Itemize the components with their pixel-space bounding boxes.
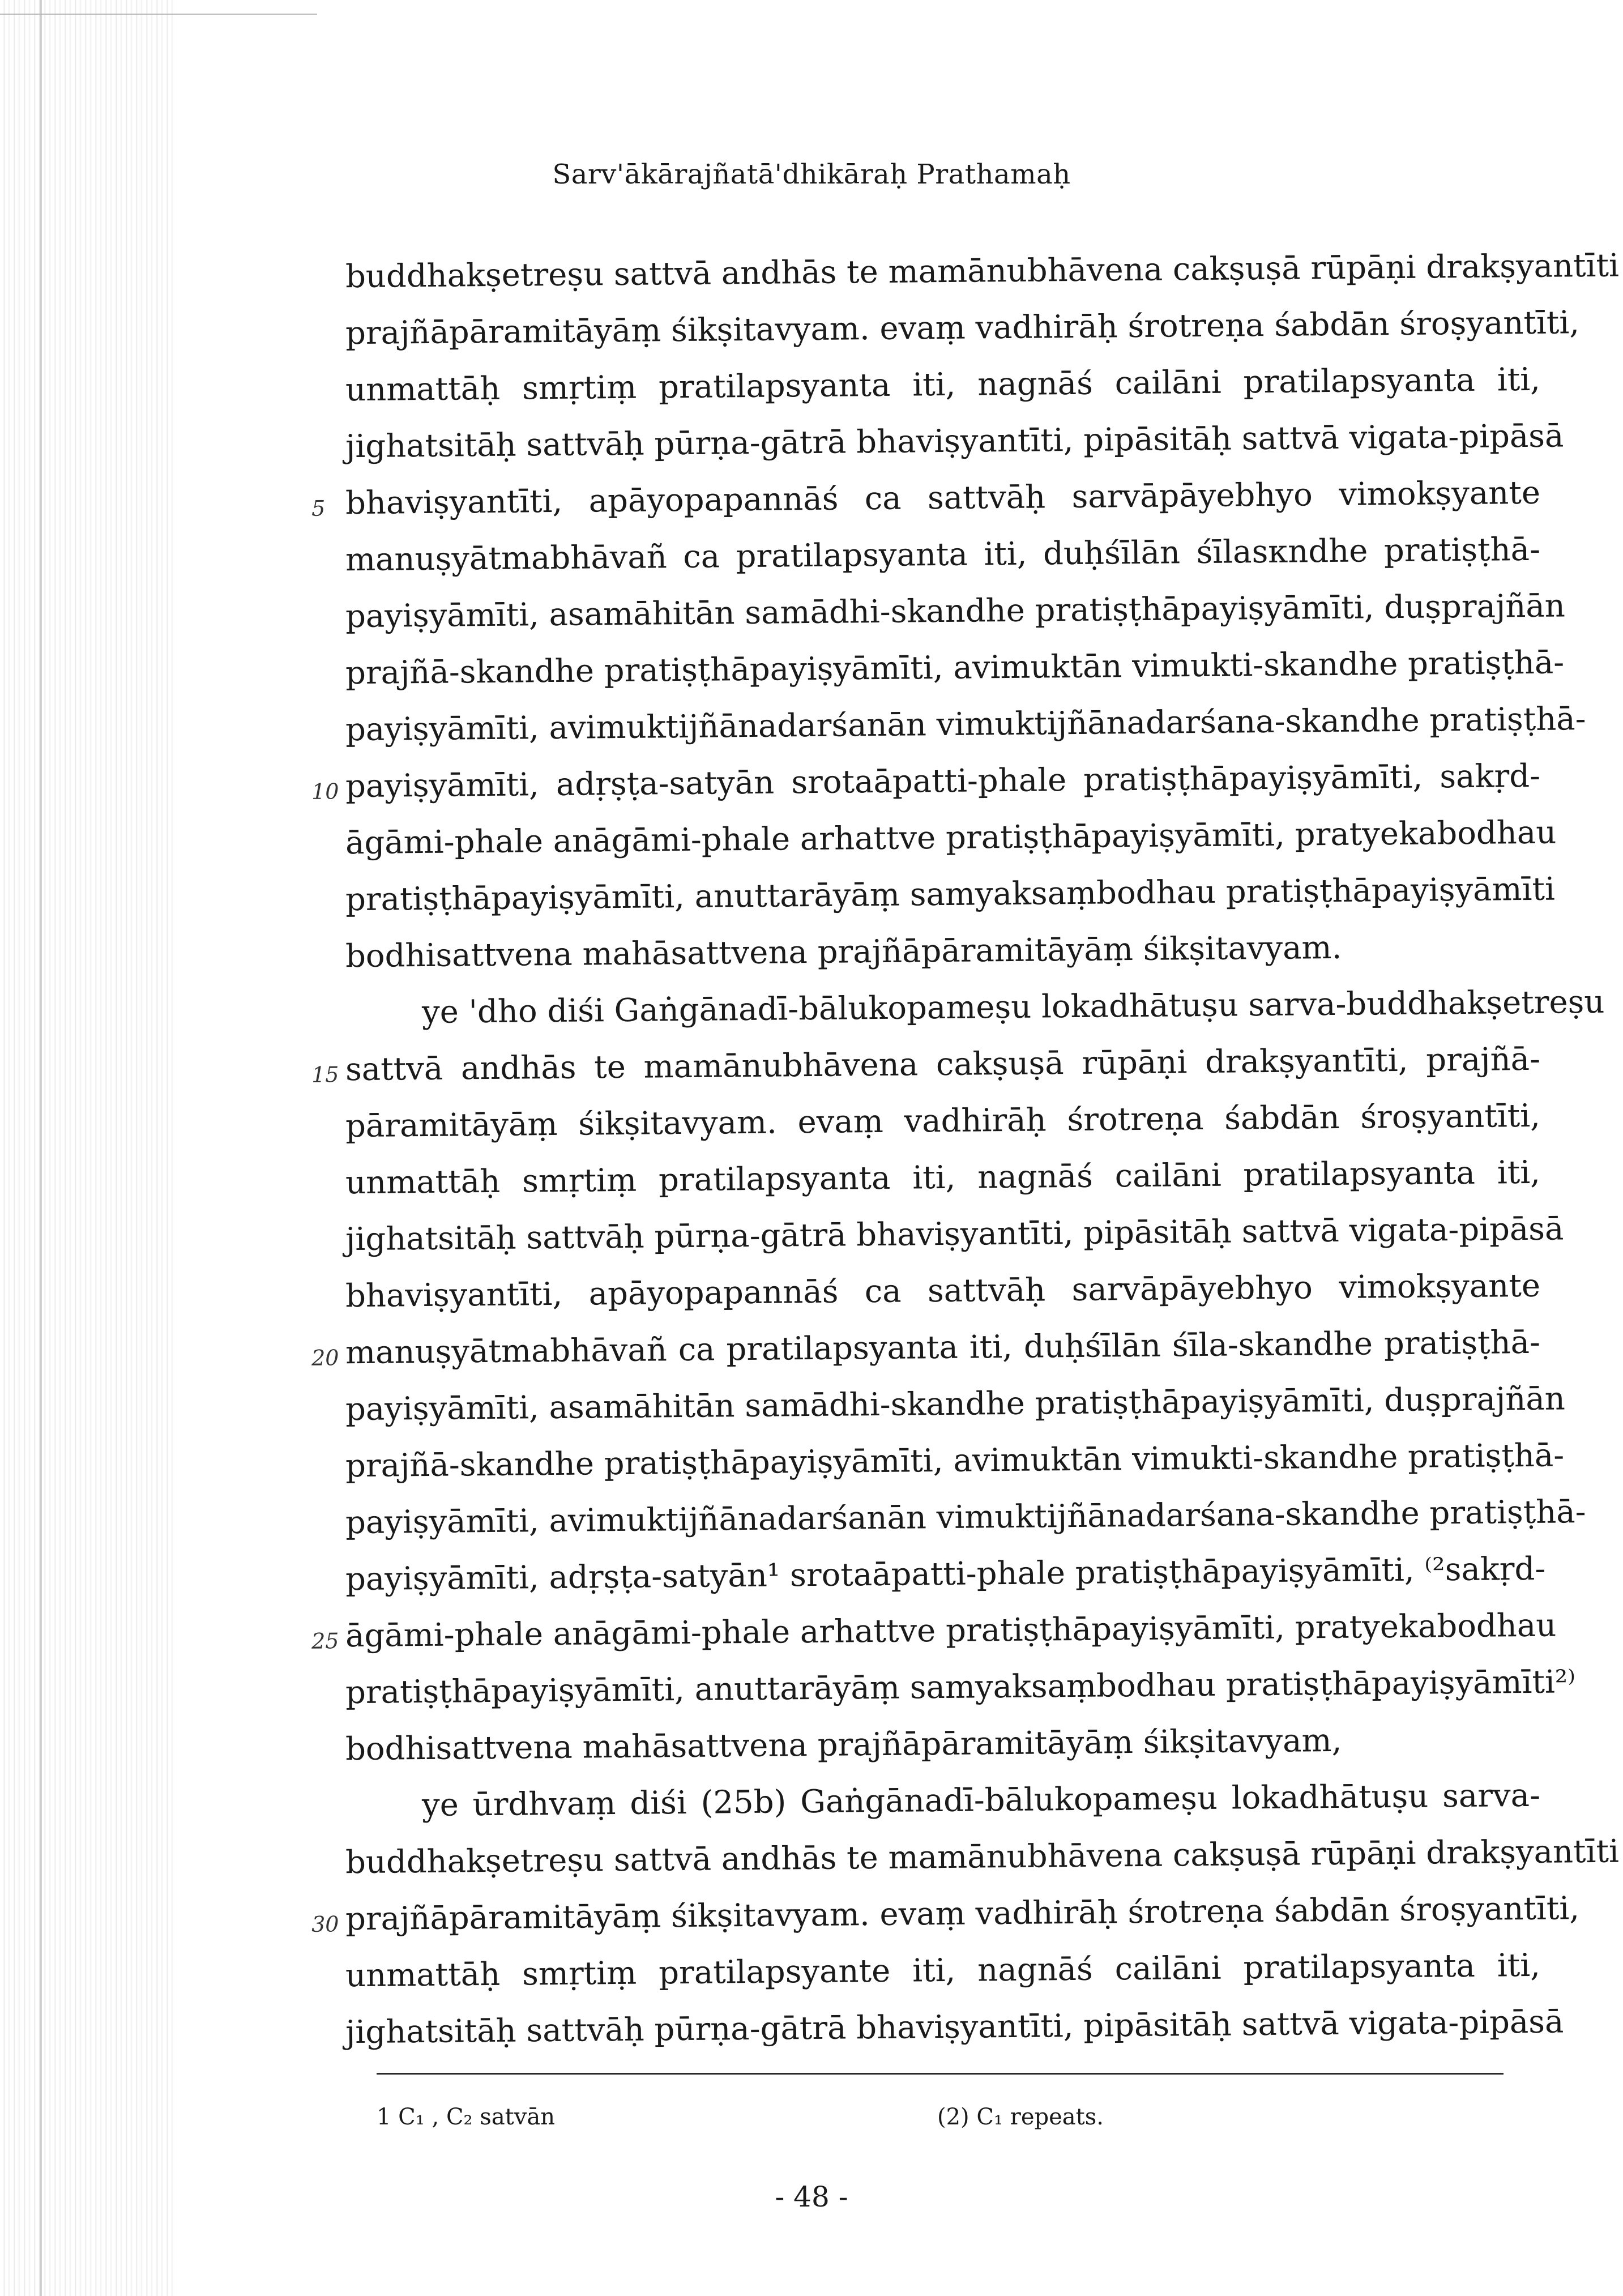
- line-number: 5: [311, 496, 326, 521]
- line-text: unmattāḥ smṛtiṃ pratilapsyante iti, nagnāś cailāni pratilapsyanta iti,: [345, 1947, 1541, 1995]
- text-line: [345, 1937, 1541, 2004]
- text-line: [345, 408, 1564, 475]
- text-line: [345, 1654, 1576, 1721]
- line-text: payiṣyāmīti, adṛṣṭa-satyān¹ srotaāpatti-phale pratiṣṭhāpayiṣyāmīti, ⁽²sakṛd-: [345, 1550, 1546, 1598]
- scan-binding-edge: [0, 0, 176, 2296]
- text-line: [345, 1541, 1546, 1608]
- text-line: [345, 975, 1605, 1042]
- line-number: 15: [311, 1062, 339, 1087]
- scan-top-rule: [0, 14, 317, 15]
- line-text: ye ūrdhvaṃ diśi (25b) Gaṅgānadī-bālukopameṣu lokadhātuṣu sarva-: [421, 1777, 1541, 1824]
- line-text: bhaviṣyantīti, apāyopapannāś ca sattvāḥ sarvāpāyebhyo vimokṣyante: [345, 1267, 1541, 1315]
- main-text: [311, 244, 1620, 2056]
- text-line: [345, 692, 1586, 758]
- text-line: [345, 805, 1557, 872]
- text-line: [345, 1201, 1564, 1268]
- text-line: [345, 578, 1566, 645]
- text-line: [311, 1881, 1580, 1948]
- footnote-rule: [377, 2073, 1504, 2075]
- line-text: payiṣyāmīti, avimuktijñānadarśanān vimuktijñānadarśana-skandhe pratiṣṭhā-: [345, 1493, 1586, 1542]
- text-line: [345, 1994, 1564, 2061]
- line-text: unmattāḥ smṛtiṃ pratilapsyanta iti, nagnāś cailāni pratilapsyanta iti,: [345, 1154, 1541, 1202]
- line-text: pratiṣṭhāpayiṣyāmīti, anuttarāyāṃ samyaksaṃbodhau pratiṣṭhāpayiṣyāmīti²⁾: [345, 1663, 1576, 1712]
- line-text: bodhisattvena mahāsattvena prajñāpāramitāyāṃ śikṣitavyam,: [345, 1722, 1342, 1768]
- line-text: buddhakṣetreṣu sattvā andhās te mamānubhāvena cakṣuṣā rūpāṇi drakṣyantīti: [345, 1833, 1620, 1881]
- line-text: bhaviṣyantīti, apāyopapannāś ca sattvāḥ sarvāpāyebhyo vimokṣyante: [345, 474, 1541, 522]
- text-line: [345, 1371, 1566, 1438]
- line-text: prajñā-skandhe pratiṣṭhāpayiṣyāmīti, avimuktān vimukti-skandhe pratiṣṭhā-: [345, 644, 1565, 692]
- text-line: [345, 1428, 1565, 1495]
- footnote-2: (2) C₁ repeats.: [937, 2104, 1104, 2130]
- line-text: bodhisattvena mahāsattvena prajñāpāramitāyāṃ śikṣitavyam.: [345, 929, 1342, 975]
- text-line: [345, 861, 1556, 928]
- text-line: [311, 748, 1541, 815]
- line-text: payiṣyāmīti, asamāhitān samādhi-skandhe pratiṣṭhāpayiṣyāmīti, duṣprajñān: [345, 1380, 1566, 1428]
- line-number: 25: [311, 1628, 339, 1654]
- line-text: āgāmi-phale anāgāmi-phale arhattve pratiṣṭhāpayiṣyāmīti, pratyekabodhau: [345, 1607, 1557, 1655]
- line-text: pratiṣṭhāpayiṣyāmīti, anuttarāyāṃ samyaksaṃbodhau pratiṣṭhāpayiṣyāmīti: [345, 870, 1556, 919]
- line-text: pāramitāyāṃ śikṣitavyam. evaṃ vadhirāḥ śrotreṇa śabdān śroṣyantīti,: [345, 1097, 1541, 1145]
- line-text: manuṣyātmabhāvañ ca pratilapsyanta iti, duḥśīlān śīlasкndhe pratiṣṭhā-: [345, 531, 1541, 579]
- line-text: prajñāpāramitāyāṃ śikṣitavyam. evaṃ vadhirāḥ śrotreṇa śabdān śroṣyantīti,: [345, 1890, 1580, 1938]
- line-text: prajñāpāramitāyāṃ śikṣitavyam. evaṃ vadhirāḥ śrotreṇa śabdān śroṣyantīti,: [345, 304, 1580, 352]
- line-text: payiṣyāmīti, asamāhitān samādhi-skandhe pratiṣṭhāpayiṣyāmīti, duṣprajñān: [345, 587, 1566, 635]
- text-line: [345, 1824, 1620, 1891]
- text-line: [311, 465, 1541, 532]
- line-number: 30: [311, 1911, 339, 1937]
- text-line: [311, 1598, 1557, 1665]
- line-text: jighatsitāḥ sattvāḥ pūrṇa-gātrā bhaviṣyantīti, pipāsitāḥ sattvā vigata-pipāsā: [345, 1210, 1564, 1258]
- text-line: [345, 1484, 1586, 1551]
- text-line: [311, 1315, 1541, 1381]
- line-text: manuṣyātmabhāvañ ca pratilapsyanta iti, duḥśīlān śīla-skandhe pratiṣṭhā-: [345, 1324, 1541, 1372]
- line-text: jighatsitāḥ sattvāḥ pūrṇa-gātrā bhaviṣyantīti, pipāsitāḥ sattvā vigata-pipāsā: [345, 2003, 1564, 2051]
- text-line: [345, 352, 1541, 419]
- text-line: [345, 1258, 1541, 1325]
- running-header: Sarv'ākārajñatā'dhikāraḥ Prathamaḥ: [552, 159, 1071, 190]
- text-line: [345, 1088, 1541, 1155]
- text-line: [345, 1768, 1541, 1834]
- page-number: - 48 -: [775, 2180, 848, 2213]
- line-text: payiṣyāmīti, avimuktijñānadarśanān vimuktijñānadarśana-skandhe pratiṣṭhā-: [345, 701, 1586, 749]
- text-line: [345, 918, 1541, 985]
- line-text: prajñā-skandhe pratiṣṭhāpayiṣyāmīti, avimuktān vimukti-skandhe pratiṣṭhā-: [345, 1437, 1565, 1485]
- footnote-1: 1 C₁ , C₂ satvān: [377, 2104, 555, 2130]
- line-text: unmattāḥ smṛtiṃ pratilapsyanta iti, nagnāś cailāni pratilapsyanta iti,: [345, 361, 1541, 409]
- line-text: ye 'dho diśi Gaṅgānadī-bālukopameṣu lokadhātuṣu sarva-buddhakṣetreṣu: [421, 983, 1605, 1031]
- text-line: [345, 1711, 1541, 1778]
- line-text: sattvā andhās te mamānubhāvena cakṣuṣā rūpāṇi drakṣyantīti, prajñā-: [345, 1040, 1541, 1089]
- line-number: 20: [311, 1345, 339, 1371]
- text-line: [311, 1031, 1541, 1098]
- text-line: [345, 238, 1620, 305]
- text-line: [345, 1145, 1541, 1211]
- line-text: jighatsitāḥ sattvāḥ pūrṇa-gātrā bhaviṣyantīti, pipāsitāḥ sattvā vigata-pipāsā: [345, 417, 1564, 466]
- line-number: 10: [311, 779, 339, 804]
- line-text: āgāmi-phale anāgāmi-phale arhattve pratiṣṭhāpayiṣyāmīti, pratyekabodhau: [345, 814, 1557, 862]
- text-line: [345, 635, 1565, 702]
- line-text: payiṣyāmīti, adṛṣṭa-satyān srotaāpatti-phale pratiṣṭhāpayiṣyāmīti, sakṛd-: [345, 757, 1541, 805]
- text-line: [345, 295, 1580, 362]
- line-text: buddhakṣetreṣu sattvā andhās te mamānubhāvena cakṣuṣā rūpāṇi drakṣyantīti: [345, 247, 1620, 296]
- text-line: [345, 522, 1541, 588]
